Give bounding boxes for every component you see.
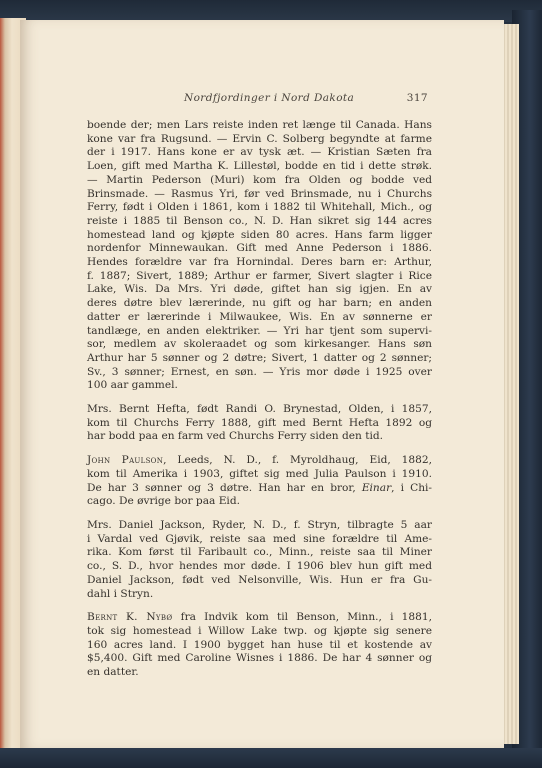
text-line: [87, 482, 432, 496]
text-line: homestead land og kjøpte siden 80 acres. Hans farm ligger: [87, 228, 432, 241]
text-line: der i 1917. Hans kone er av tysk æt. — Kristian Sæten fra: [87, 146, 432, 159]
text-fragment: , Leeds, N. D., f. Myroldhaug, Eid, 1882,: [163, 454, 432, 467]
body-text: [87, 119, 432, 690]
person-name: Bernt K. Nybø: [87, 611, 173, 624]
page-number: 317: [406, 92, 428, 104]
text-line: Mrs. Daniel Jackson, Ryder, N. D., f. Stryn, tilbragte 5 aar: [87, 518, 432, 531]
text-line: datter er lærerinde i Milwaukee, Wis. En av sønnerne er: [87, 310, 432, 323]
text-line: reiste i 1885 til Benson co., N. D. Han sikret sig 144 acres: [87, 214, 432, 227]
text-line: Daniel Jackson, født ved Nelsonville, Wis. Hun er fra Gu-: [87, 573, 432, 586]
paragraph-mrs-bernt-hefta: [87, 403, 432, 444]
text-line: kom til Amerika i 1903, giftet sig med Julia Paulson i 1910.: [87, 467, 432, 480]
paragraph-mrs-daniel-jackson: [87, 519, 432, 601]
text-line: 100 aar gammel.: [87, 379, 178, 392]
text-line: Mrs. Bernt Hefta, født Randi O. Brynestad, Olden, i 1857,: [87, 403, 432, 416]
text-line: kom til Churchs Ferry 1888, gift med Bernt Hefta 1892 og: [87, 416, 432, 429]
text-line: rika. Kom først til Faribault co., Minn., reiste saa til Miner: [87, 546, 432, 559]
text-line: Loen, gift med Martha K. Lillestøl, bodde en tid i dette strøk.: [87, 160, 432, 173]
text-line: en datter.: [87, 666, 139, 679]
text-fragment: fra Indvik kom til Benson, Minn., i 1881,: [172, 611, 433, 624]
paragraph-bernt-nybo: [87, 611, 432, 680]
text-line: — Martin Pederson (Muri) kom fra Olden og bodde ved: [87, 173, 432, 186]
paragraph-hefta-yri: [87, 119, 432, 393]
running-title: Nordfjordinger i Nord Dakota: [184, 92, 355, 104]
text-line: 160 acres land. I 1900 bygget han huse til et kostende av: [87, 638, 432, 651]
text-line: co., S. D., hvor hendes mor døde. I 1906 blev hun gift med: [87, 560, 432, 573]
text-line: f. 1887; Sivert, 1889; Arthur er farmer, Sivert slagter i Rice: [87, 269, 432, 282]
text-line: [87, 611, 432, 625]
text-line: i Vardal ved Gjøvik, reiste saa med sine forældre til Ame-: [87, 532, 432, 545]
text-line: dahl i Stryn.: [87, 587, 154, 600]
text-line: har bodd paa en farm ved Churchs Ferry siden den tid.: [87, 430, 384, 443]
text-line: Hendes forældre var fra Hornindal. Deres barn er: Arthur,: [87, 256, 432, 269]
scanner-background-top: [0, 0, 542, 22]
paragraph-john-paulson: [87, 454, 432, 509]
scanner-background-bottom: [0, 748, 542, 768]
text-line: tandlæge, en anden elektriker. — Yri har tjent som supervi-: [87, 324, 432, 337]
text-line: cago. De øvrige bor paa Eid.: [87, 495, 240, 508]
text-line: $5,400. Gift med Caroline Wisnes i 1886. De har 4 sønner og: [87, 652, 432, 665]
text-line: boende der; men Lars reiste inden ret længe til Canada. Hans: [87, 119, 432, 131]
person-name: John Paulson: [87, 454, 164, 467]
text-line: tok sig homestead i Willow Lake twp. og kjøpte sig senere: [87, 624, 432, 637]
text-fragment: De har 3 sønner og 3 døtre. Han har en bror,: [87, 481, 356, 494]
text-line: [87, 454, 432, 468]
text-line: Arthur har 5 sønner og 2 døtre; Sivert, 1 datter og 2 sønner;: [87, 351, 432, 364]
text-line: nordenfor Minnewaukan. Gift med Anne Pederson i 1886.: [87, 242, 432, 255]
text-line: Brinsmade. — Rasmus Yri, før ved Brinsmade, nu i Churchs: [87, 187, 432, 200]
page-header: [88, 92, 428, 108]
text-line: Ferry, født i Olden i 1861, kom i 1882 til Whitehall, Mich., og: [87, 201, 432, 214]
text-fragment: , i Chi-: [391, 481, 432, 494]
text-line: deres døtre blev lærerinde, nu gift og har barn; en anden: [87, 297, 432, 310]
text-line: Lake, Wis. Da Mrs. Yri døde, giftet han sig igjen. En av: [87, 283, 432, 296]
text-line: sor, medlem av skoleraadet og som kirkesanger. Hans søn: [87, 338, 432, 351]
text-line: Sv., 3 sønner; Ernest, en søn. — Yris mor døde i 1925 over: [87, 365, 432, 378]
text-line: kone var fra Rugsund. — Ervin C. Solberg begyndte at farme: [87, 132, 432, 145]
brother-name: Einar: [361, 481, 392, 494]
